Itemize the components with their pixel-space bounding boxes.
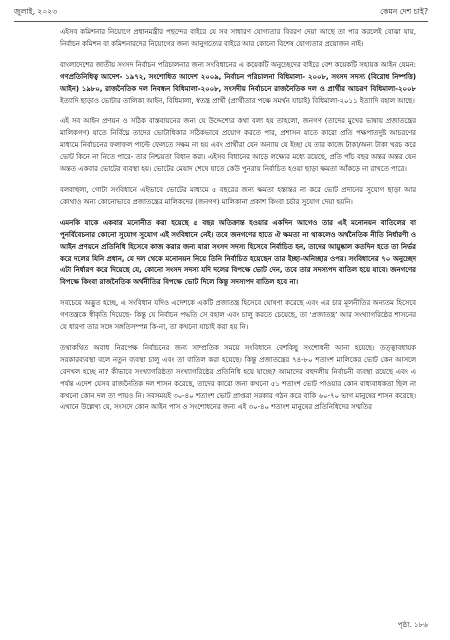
page-header <box>14 6 428 20</box>
article-body <box>60 27 416 423</box>
header-date: জুলাই, ২০২৩ <box>14 7 58 16</box>
paragraph-7: তথাকথিত অবাধ নিরপেক্ষ নির্বাচনের জন্য সাম্প্রতিক সময়ে সংবিধানে বেশকিছু সংশোধনী আনা হয়েছে। তত্ত্বাবধায়ক সরকারব্যবস্থা বলে নতুন ব্যবস্থা চালু এবং তা বাতিল করা হয়েছে। কিন্তু প্রজাতন্ত্রের ৭৪-৮০ শতাংশ মালিকের ভোট কেন আসলে বেদখল হচ্ছে না? কীভাবে সংখ্যাগরিষ্ঠতা সংখ্যাগরিষ্ঠের প্রতিনিধি হয়ে যাচ্ছে? আমাদের বহুদলীয় নির্বাচনী ব্যবস্থা রয়েছে এবং এ পর্যন্ত এদেশ যেসব রাজনৈতিক দল শাসন করেছে, তাদের কারো জন্য কখনো ৫১ শতাংশ ভোট পাওয়ার কোন বাধ্যবাধকতা ছিল না কখনো কোন দল তা পায়ও নি। সবসময়ই ৩০-৪০ শতাংশ ভোট প্রাপ্তরা সরকার গঠন করে বাকি ৬০-৭০ ভাগ মানুষের শাসন করেছে। এখানে উল্লেখ্য যে, সংসদে কোন আইন পাস ও সংশোধনের জন্য এই ৩০-৪০ শতাংশ মানুষের প্রতিনিধিদের সম্মতির <box>60 343 416 412</box>
paragraph-3: এই সব আইন প্রণয়ন ও সঠিক বাস্তবায়নের জন্য যে উদ্দেশ্যের কথা বলা হয় তাহলো, জনগণ (তাদের মুখের ভাষায় প্রজাতন্ত্রের মালিকগণ) যাতে নির্বিঘ্নে তাদের ভোটাধিকার সঠিকভাবে প্রয়োগ করতে পার, প্রশাসন যাতে কারো প্রতি পক্ষপাতদুষ্ট আচরণের মাধ্যমে নির্বাচনের ফলাফল পাল্টে ফেলতে সক্ষম না হয় এবং প্রার্থীরা যেন অন্যায় যে ইচ্ছা যে তার কাজে টাকা/অন্য টাকা খরচ করে ভোট কিনে না নিতে পারে- তার নিশ্চয়তা বিধান করা। এইসব বিধানের আড়ে লক্ষ্যের মধ্যে রয়েছে, প্রতি পাঁচ বছর অন্তর অন্তর যেন অন্তত একবার ভোটের ব্যবস্থা হয়। ভোটের মেয়াদ শেষে যাতে কেউ পুনরায় নির্বাচিত হওয়া ছাড়া ক্ষমতা আঁকড়ে না রাখতে পারে। <box>60 117 416 174</box>
page-number: পৃষ্ঠা. ১৮৬ <box>397 620 428 629</box>
bold-law-list: গণপ্রতিনিধিত্ব আদেশ- ১৯৭২, সংশোধিত আদেশ ২০০৯, নির্বাচন পরিচালনা বিধিমালা- ২০০৮, সংসদ সদস্য (বিরোধ নিষ্পত্তি) আইন) ১৯৮০, রাজনৈতিক দল নিবন্ধন বিধিমালা-২০০৮, সংসদীয় নির্বাচনে রাজনৈতিক দল ও প্রার্থীর আচরণ বিধিমালা-২০০৮ <box>60 72 416 93</box>
paragraph-5-emphasis: এমনকি যাকে একবার মনোনীত করা হয়েছে ৫ বছর অতিক্রান্ত হওয়ার একদিন আগেও তার এই মনোনয়ন বাতিলের বা পুনর্বিবেচনার কোনো সুযোগ সুযোগ এই সংবিধানে নেই। তবে জনগণের হাতে ঐ ক্ষমতা না থাকলেও অর্থনৈতিক নীতি নির্ধারণী ও আইন প্রণয়নে প্রতিনিধি হিসেবে কাজ করার জন্য যারা সংসদ সদস্য হিসেবে নির্বাচিত হন, তাদের আয়ুষ্কাল কতদিন হতে তা নির্ভর করে দলের যিনি প্রধান, যে দল থেকে মনোনয়ন নিয়ে তিনি নির্বাচিত হয়েছেন তার ইচ্ছা-অনিচ্ছার ওপর। সংবিধানের ৭০ অনুচ্ছেদ এটা নির্ধারণ করে দিয়েছে যে, কোনো সংসদ সদস্য যদি দলের বিপক্ষে ভোট দেন, তবে তার সদস্যপদ বাতিল হয়ে যাবে। জনগণের বিপক্ষে কিংবা রাজনৈতিক অর্থনীতির বিপক্ষে ভোট দিলে কিন্তু সদস্যপদ বাতিল হবে না। <box>60 218 416 287</box>
header-magazine-title: কেমন দেশ চাই? <box>380 7 428 16</box>
paragraph-4: বলবাহুল্য, গোটা সংবিধানে এইভাবে ভোটের মাধ্যমে ৫ বছরের জন্য ক্ষমতা হস্তান্তর না করে ভোট প্রদানের সুযোগ ছাড়া আর কোথাও অন্য কোনোভাবে প্রজাতন্ত্রের মালিকদের (জনগণ) মালিকানা প্রকাশ কিংবা চর্চার সুযোগ দেয়া হয়নি। <box>60 185 416 206</box>
paragraph-1: এইসব কমিশনার নিয়োগে প্রধানমন্ত্রীর পছন্দের বাইরে যে সব সাধারণ যোগ্যতার বিবরণ দেয়া আছে তা পার করলেই বোঝা যায়, নির্বাচন কমিশন বা কমিশনারদের নিয়োগের জন্য আনুগত্যের বাইরে আর কোনো বিশেষ যোগ্যতার প্রয়োজন নাই। <box>60 28 416 48</box>
header-divider <box>14 21 428 22</box>
paragraph-6: সবচেয়ে অদ্ভুত হচ্ছে, এ সংবিধান যদিও এদেশকে একটি প্রজাতন্ত্র হিসেবে ঘোষণা করেছে এবং এর চার মূলনীতির অন্যতম হিসেবে গণতন্ত্রকে স্বীকৃতি দিয়েছে- কিন্তু যে নির্বাচন পদ্ধতি সে বহাল এবং চালু করতে চেয়েছে, তা ‘প্রজাতন্ত্র’ আর সংখ্যাগরিষ্ঠের শাসনের যে ধারণা তার সঙ্গে সঙ্গতিসম্পন্ন কি-না, তা কখনো যাচাই করা হয় নি। <box>60 299 416 332</box>
paragraph-2: বাংলাদেশের জাতীয় সংসদ নির্বাচন পরিচালনার জন্য সংবিধানের এ কয়েকটি অনুচ্ছেদের বাইরে বেশ কয়েকটি সহায়ক আইন যেমন: গণপ্রতিনিধিত্ব আদেশ- ১৯৭২, সংশোধিত আদেশ ২০০৯, নির্বাচন পরিচালনা বিধিমালা- ২০০৮, সংসদ সদস্য (বিরোধ নিষ্পত্তি) আইন) ১৯৮০, রাজনৈতিক দল নিবন্ধন বিধিমালা-২০০৮, সংসদীয় নির্বাচনে রাজনৈতিক দল ও প্রার্থীর আচরণ বিধিমালা-২০০৮ ইত্যাদি ছাড়াও ভোটার তালিকা আইন, বিধিমালা, স্বতন্ত্র প্রার্থী (প্রার্থীতার পক্ষে সমর্থন যাচাই) বিধিমালা-২০১১ ইত্যাদি বহাল আছে। <box>60 60 416 105</box>
